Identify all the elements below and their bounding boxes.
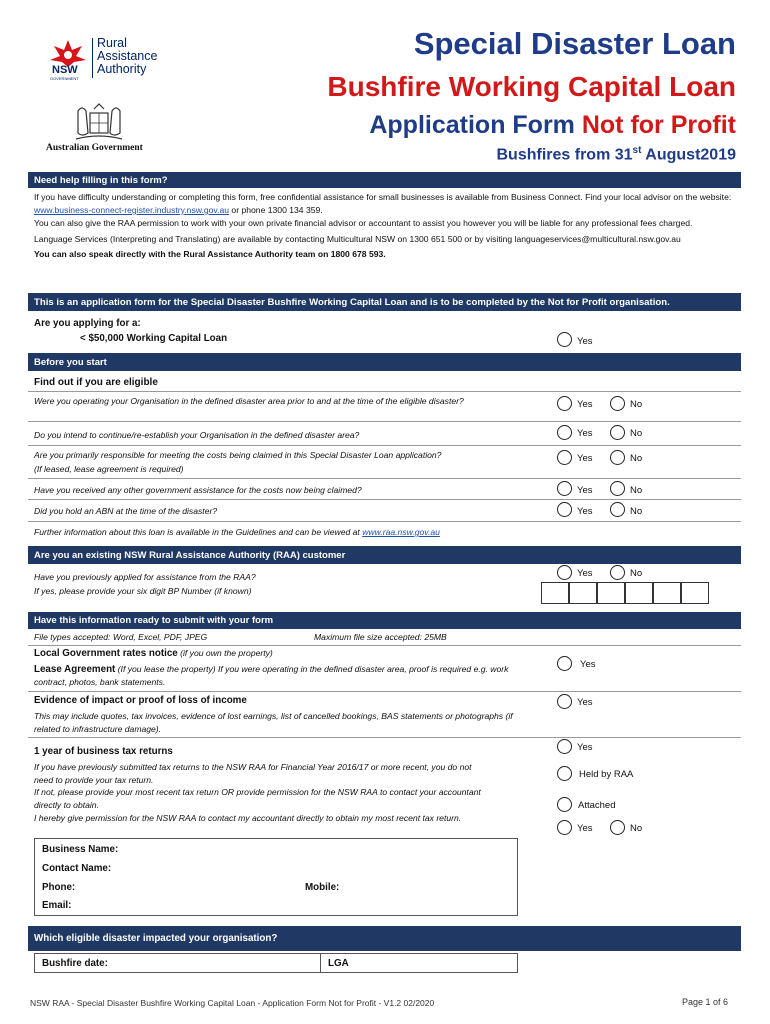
divider [28,421,741,422]
title-bushfire-dates: Bushfires from 31st August2019 [496,145,736,164]
q5-yes-radio[interactable] [557,502,572,517]
divider [28,691,741,692]
email-label: Email: [42,900,72,911]
permission-no-radio[interactable] [610,820,625,835]
raa-website-link[interactable]: www.raa.nsw.gov.au [362,527,440,537]
help-paragraph-1: If you have difficulty understanding or completing this form, free confidential assistance for small businesses is available from Business Connect. Find your local advisor on the website: www.business-connect-register.industry.nsw.gov.au or phone 1300 134 359. [34,192,732,215]
divider [28,391,741,392]
tax-yes-radio[interactable] [557,739,572,754]
help-paragraph-2: You can also give the RAA permission to work with your own private financial advisor or accountant to assist you however you will be liable for any professional fees charged. [34,218,693,228]
q4-no-radio[interactable] [610,481,625,496]
tax-returns-note-1: If you have previously submitted tax returns to the NSW RAA for Financial Year 2016/17 or more recent, you do not need to provide your tax return. [34,762,472,785]
customer-no-radio[interactable] [610,565,625,580]
divider [28,645,741,646]
mobile-field[interactable] [350,879,510,895]
eligible-subhead: Find out if you are eligible [34,377,158,388]
help-heading: Need help filling in this form? [28,172,741,188]
q2-no-label: No [630,428,643,439]
held-by-raa-radio[interactable] [557,766,572,781]
q1-yes-label: Yes [577,399,593,410]
help-paragraph-3: Language Services (Interpreting and Translating) are available by contacting Multicultural NSW on 1300 651 500 or by visiting languageservices@multicultural.nsw.gov.au [34,234,681,244]
q3-yes-radio[interactable] [557,450,572,465]
raa-logo-divider [92,38,93,78]
before-band: Before you start [28,353,741,371]
max-file-size-note: Maximum file size accepted: 25MB [314,632,447,642]
q3-no-radio[interactable] [610,450,625,465]
permission-no-label: No [630,823,643,834]
held-by-raa-label: Held by RAA [579,769,634,780]
attached-radio[interactable] [557,797,572,812]
applying-yes-label: Yes [577,336,593,347]
q1-no-radio[interactable] [610,396,625,411]
q2-yes-radio[interactable] [557,425,572,440]
rates-notice-item: Local Government rates notice (if you own the property) [34,648,273,659]
q5-yes-label: Yes [577,506,593,517]
bp-number-digit-3[interactable] [597,582,625,604]
applying-yes-radio[interactable] [557,332,572,347]
tax-returns-note-2: If not, please provide your most recent tax return OR provide permission for the NSW RAA to contact your accountant directly to obtain. [34,787,481,810]
q2-no-radio[interactable] [610,425,625,440]
bp-number-digit-4[interactable] [625,582,653,604]
q1-yes-radio[interactable] [557,396,572,411]
phone-label: Phone: [42,882,76,893]
coat-of-arms-icon [68,103,130,143]
accountant-details-box [34,838,518,916]
customer-question-2: If yes, please provide your six digit BP Number (if known) [34,586,252,596]
footer-document-title: NSW RAA - Special Disaster Bushfire Working Capital Loan - Application Form Not for Profit - V1.2 02/2020 [30,998,435,1008]
q4-no-label: No [630,485,643,496]
divider [28,521,741,522]
contact-name-label: Contact Name: [42,863,112,874]
lease-yes-radio[interactable] [557,656,572,671]
title-bushfire-loan: Bushfire Working Capital Loan [327,71,736,102]
business-connect-link[interactable]: www.business-connect-register.industry.nsw.gov.au [34,205,230,215]
lease-yes-label: Yes [580,659,596,670]
q5-no-label: No [630,506,643,517]
disaster-box-divider [320,954,321,972]
divider [28,445,741,446]
eligibility-question-1: Were you operating your Organisation in the defined disaster area prior to and at the time of the eligible disaster? [34,396,464,406]
customer-no-label: No [630,568,643,579]
email-field[interactable] [85,897,510,913]
nsw-logo-text: NSW [52,64,78,76]
divider [28,499,741,500]
customer-band: Are you an existing NSW Rural Assistance Authority (RAA) customer [28,546,741,564]
business-name-label: Business Name: [42,844,119,855]
customer-yes-label: Yes [577,568,593,579]
lga-label: LGA [328,958,349,969]
divider [28,478,741,479]
q3-no-label: No [630,453,643,464]
ready-band: Have this information ready to submit with your form [28,612,741,629]
nsw-logo-sub: GOVERNMENT [50,76,79,81]
eligibility-question-3-note: (If leased, lease agreement is required) [34,464,184,474]
nsw-logo [46,36,90,80]
eligibility-question-5: Did you hold an ABN at the time of the disaster? [34,506,218,516]
q4-yes-radio[interactable] [557,481,572,496]
eligibility-question-4: Have you received any other government assistance for the costs now being claimed? [34,485,362,495]
australian-government-label: Australian Government [46,143,143,153]
intro-band: This is an application form for the Special Disaster Bushfire Working Capital Loan and is to be completed by the Not for Profit organisation. [28,293,741,311]
evidence-yes-radio[interactable] [557,694,572,709]
further-info: Further information about this loan is available in the Guidelines and can be viewed at www.raa.nsw.gov.au [34,527,440,537]
permission-yes-label: Yes [577,823,593,834]
evidence-description: This may include quotes, tax invoices, evidence of lost earnings, list of cancelled bookings, BAS statements or photographs (if related to infrastructure damage). [34,711,513,734]
applying-label: Are you applying for a: [34,318,141,329]
tax-returns-item: 1 year of business tax returns [34,746,173,757]
lease-agreement-item: Lease Agreement (If you lease the property) If you were operating in the defined disaster area, proof is required e.g. work contract, photos, bank statements. [34,664,509,687]
customer-question-1: Have you previously applied for assistance from the RAA? [34,572,256,582]
q5-no-radio[interactable] [610,502,625,517]
mobile-label: Mobile: [305,882,340,893]
q2-yes-label: Yes [577,428,593,439]
q4-yes-label: Yes [577,485,593,496]
title-application-form: Application Form Not for Profit [369,111,736,139]
evidence-item: Evidence of impact or proof of loss of income [34,695,247,706]
help-body [34,191,734,261]
phone-field[interactable] [85,879,295,895]
footer-page-number: Page 1 of 6 [681,997,728,1007]
attached-label: Attached [578,800,616,811]
bp-number-digit-2[interactable] [569,582,597,604]
help-paragraph-4: You can also speak directly with the Rural Assistance Authority team on 1800 678 593. [34,249,386,259]
customer-yes-radio[interactable] [557,565,572,580]
bushfire-date-label: Bushfire date: [42,958,108,969]
applying-option: < $50,000 Working Capital Loan [80,333,228,344]
eligibility-question-3: Are you primarily responsible for meeting the costs being claimed in this Special Disaster Loan application? [34,450,442,460]
disaster-band: Which eligible disaster impacted your organisation? [28,926,741,951]
divider [28,737,741,738]
permission-yes-radio[interactable] [557,820,572,835]
bp-number-digit-6[interactable] [681,582,709,604]
bushfire-date-field[interactable] [115,954,320,972]
q1-no-label: No [630,399,643,410]
eligibility-question-2: Do you intend to continue/re-establish your Organisation in the defined disaster area? [34,430,360,440]
raa-logo-text: Rural Assistance Authority [97,36,158,76]
file-types-note: File types accepted: Word, Excel, PDF, JPEG [34,632,208,642]
tax-yes-label: Yes [577,742,593,753]
business-name-field[interactable] [125,841,510,857]
lga-field[interactable] [355,954,515,972]
bp-number-digit-1[interactable] [541,582,569,604]
disaster-details-box [34,953,518,973]
bp-number-digit-5[interactable] [653,582,681,604]
evidence-yes-label: Yes [577,697,593,708]
tax-returns-note-3: I hereby give permission for the NSW RAA to contact my accountant directly to obtain my most recent tax return. [34,813,462,823]
q3-yes-label: Yes [577,453,593,464]
title-special-disaster-loan: Special Disaster Loan [413,26,736,61]
contact-name-field[interactable] [125,860,510,876]
